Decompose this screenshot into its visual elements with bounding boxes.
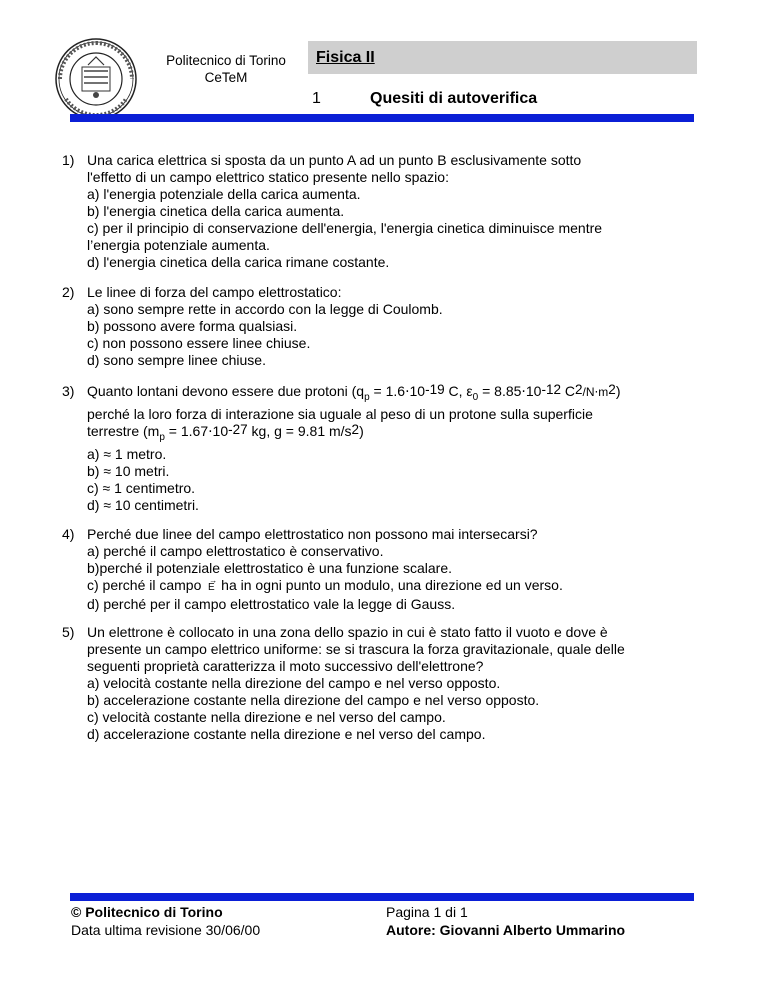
answer-option-a: a) perché il campo elettrostatico è conservativo. bbox=[87, 543, 384, 559]
question-text: Quanto lontani devono essere due protoni ($q_p = 1.6\cdot 10^{-19}$ C, $\varepsilon_0 = 8.85\cdot 10^{-12}$ $C^2/N\cdot m^2$) bbox=[87, 382, 621, 403]
question-number: 1) bbox=[62, 152, 75, 168]
answer-option-c: c) velocità costante nella direzione e nel verso del campo. bbox=[87, 709, 446, 725]
answer-option-c: c) non possono essere linee chiuse. bbox=[87, 335, 311, 351]
question-number: 2) bbox=[62, 284, 75, 300]
answer-option-c-continued: l’energia potenziale aumenta. bbox=[87, 237, 270, 253]
answer-option-b: b) l'energia cinetica della carica aumenta. bbox=[87, 203, 345, 219]
page-number: Pagina 1 di 1 bbox=[386, 904, 468, 920]
answer-option-a: a) l'energia potenziale della carica aumenta. bbox=[87, 186, 361, 202]
question-5 bbox=[62, 624, 722, 743]
answer-option-b: b) accelerazione costante nella direzione del campo e nel verso opposto. bbox=[87, 692, 540, 708]
answer-option-b: b)perché il potenziale elettrostatico è una funzione scalare. bbox=[87, 560, 452, 576]
answer-option-c: c) perché il campo → E ha in ogni punto un modulo, una direzione ed un verso. bbox=[87, 577, 722, 596]
revision-date: Data ultima revisione 30/06/00 bbox=[71, 922, 261, 938]
question-text: presente un campo elettrico uniforme: se si trascura la forza gravitazionale, quale delle bbox=[87, 641, 625, 657]
question-3 bbox=[62, 383, 722, 514]
answer-option-b: b) ≈ 10 metri. bbox=[87, 462, 170, 479]
question-text: terrestre ($m_p = 1.67\cdot 10^{-27}$ kg, g = 9.81 $m/s^2$) bbox=[87, 421, 364, 443]
question-text: Una carica elettrica si sposta da un punto A ad un punto B esclusivamente sotto bbox=[87, 152, 582, 168]
question-2 bbox=[62, 284, 722, 369]
answer-option-c: c) per il principio di conservazione dell'energia, l'energia cinetica diminuisce mentre bbox=[87, 220, 603, 236]
question-number: 4) bbox=[62, 526, 75, 542]
copyright: © Politecnico di Torino bbox=[71, 904, 223, 920]
question-text: seguenti proprietà caratterizza il moto successivo dell'elettrone? bbox=[87, 658, 484, 674]
question-text: Un elettrone è collocato in una zona dello spazio in cui è stato fatto il vuoto e dove è bbox=[87, 624, 608, 640]
question-number: 5) bbox=[62, 624, 75, 640]
question-text: Perché due linee del campo elettrostatico non possono mai intersecarsi? bbox=[87, 526, 538, 542]
vector-e-symbol: → E bbox=[207, 576, 218, 593]
footer-right bbox=[386, 903, 625, 939]
question-text: perché la loro forza di interazione sia uguale al peso di un protone sulla superficie bbox=[87, 405, 593, 422]
answer-option-a: a) velocità costante nella direzione del campo e nel verso opposto. bbox=[87, 675, 501, 691]
institution-line1: Politecnico di Torino bbox=[166, 53, 286, 68]
chapter-title: Quesiti di autoverifica bbox=[370, 90, 538, 107]
footer-left bbox=[71, 903, 260, 939]
question-text: Le linee di forza del campo elettrostatico: bbox=[87, 284, 342, 300]
author: Autore: Giovanni Alberto Ummarino bbox=[386, 922, 626, 938]
answer-option-a: a) ≈ 1 metro. bbox=[87, 445, 167, 462]
course-title: Fisica II bbox=[316, 49, 375, 66]
answer-option-d: d) perché per il campo elettrostatico vale la legge di Gauss. bbox=[87, 596, 456, 612]
chapter-number: 1 bbox=[312, 90, 321, 107]
answer-option-d: d) sono sempre linee chiuse. bbox=[87, 352, 266, 368]
answer-option-c: c) ≈ 1 centimetro. bbox=[87, 479, 196, 496]
answer-option-d: d) accelerazione costante nella direzione e nel verso del campo. bbox=[87, 726, 486, 742]
answer-option-b: b) possono avere forma qualsiasi. bbox=[87, 318, 298, 334]
institution-line2: CeTeM bbox=[204, 70, 248, 85]
header-divider bbox=[70, 114, 694, 122]
institution-name bbox=[156, 52, 296, 86]
question-text: l'effetto di un campo elettrico statico presente nello spazio: bbox=[87, 169, 449, 185]
question-1 bbox=[62, 152, 722, 271]
question-number: 3) bbox=[62, 383, 75, 399]
politecnico-seal-logo bbox=[54, 37, 138, 121]
answer-option-a: a) sono sempre rette in accordo con la legge di Coulomb. bbox=[87, 301, 443, 317]
answer-option-d: d) ≈ 10 centimetri. bbox=[87, 496, 199, 513]
footer-divider bbox=[70, 893, 694, 901]
question-4 bbox=[62, 526, 722, 613]
answer-option-d: d) l'energia cinetica della carica rimane costante. bbox=[87, 254, 390, 270]
